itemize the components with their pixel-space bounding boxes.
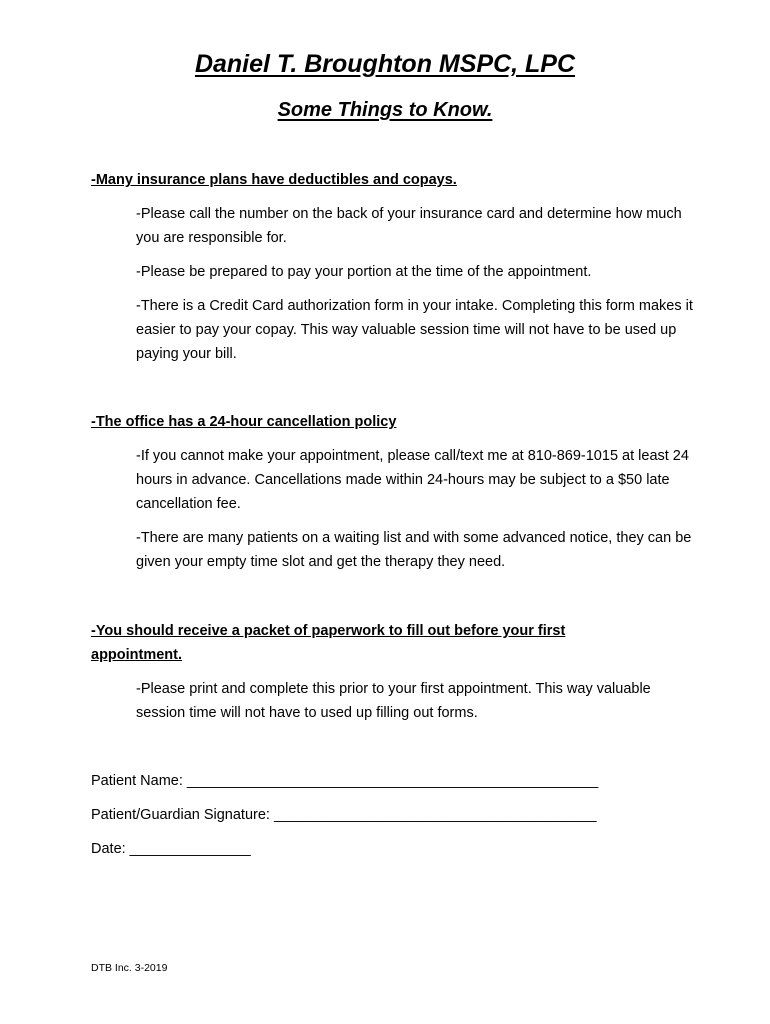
section-heading-cancellation: -The office has a 24-hour cancellation policy xyxy=(91,414,397,430)
section-heading-insurance: -Many insurance plans have deductibles and copays. xyxy=(91,172,457,188)
section-heading-paperwork: -You should receive a packet of paperwork to fill out before your first appointment. xyxy=(91,623,566,663)
date-field[interactable]: Date: _______________ xyxy=(91,841,251,857)
paragraph-paperwork-print: -Please print and complete this prior to your first appointment. This way valuable session time will not have to used up filling out forms. xyxy=(136,681,651,721)
document-subtitle: Some Things to Know. xyxy=(277,99,493,121)
paragraph-cancellation-call: -If you cannot make your appointment, please call/text me at 810-869-1015 at least 24 hours in advance. Cancellations made within 24-hours may be subject to a $50 late cancellation fee. xyxy=(136,448,689,512)
patient-name-field[interactable]: Patient Name: ___________________________________________________ xyxy=(91,773,599,789)
document-title: Daniel T. Broughton MSPC, LPC xyxy=(194,50,576,78)
patient-guardian-signature-field[interactable]: Patient/Guardian Signature: ________________________________________ xyxy=(91,807,597,823)
paragraph-insurance-prepare: -Please be prepared to pay your portion at the time of the appointment. xyxy=(136,264,592,280)
paragraph-cancellation-waiting-list: -There are many patients on a waiting list and with some advanced notice, they can be given your empty time slot and get the therapy they need. xyxy=(136,530,692,570)
footer-version: DTB Inc. 3-2019 xyxy=(91,962,168,974)
paragraph-insurance-credit-card: -There is a Credit Card authorization form in your intake. Completing this form makes it easier to pay your copay. This way valuable session time will not have to be used up paying your bill. xyxy=(136,298,693,362)
paragraph-insurance-call: -Please call the number on the back of your insurance card and determine how much you are responsible for. xyxy=(136,206,682,246)
